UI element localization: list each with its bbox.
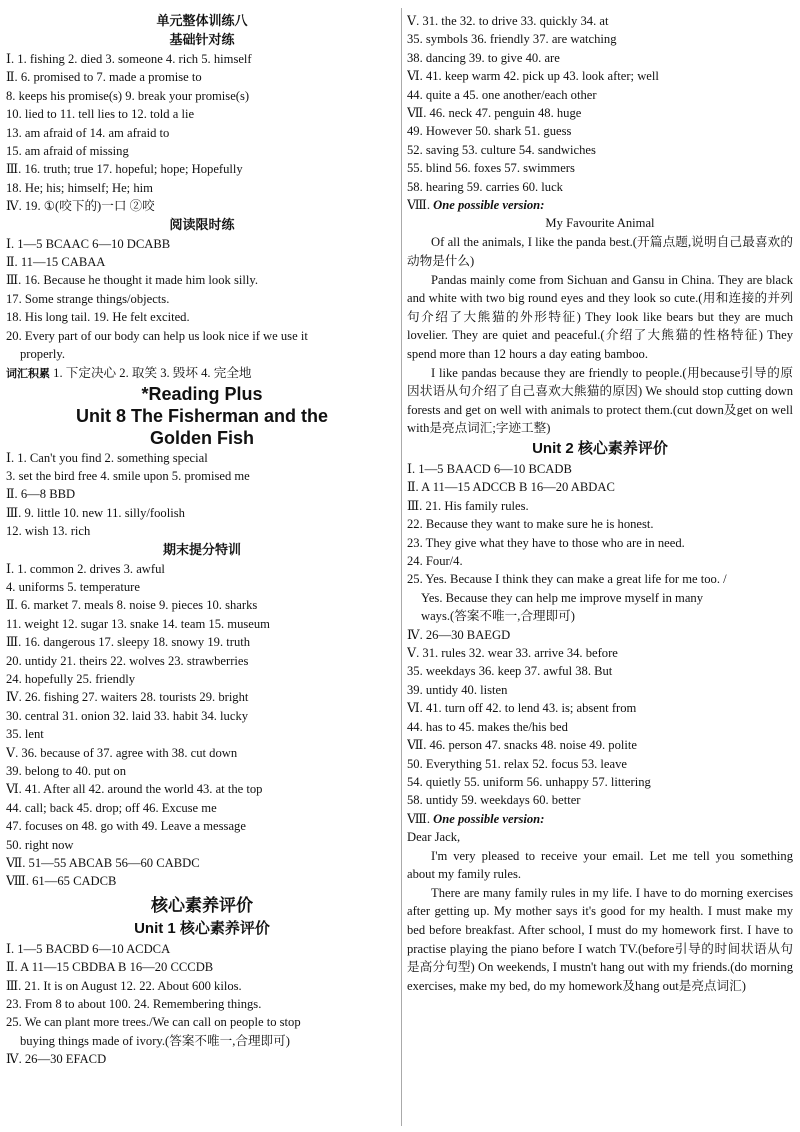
answer-line: 23. From 8 to about 100. 24. Remembering things. bbox=[6, 997, 262, 1012]
final-training-answers bbox=[6, 560, 398, 891]
answer-line: Ⅳ. 19. ①(咬下的)一口 ②咬 bbox=[6, 199, 155, 214]
answer-line: Ⅴ. 31. rules 32. wear 33. arrive 34. before bbox=[407, 646, 618, 661]
answer-line: 38. dancing 39. to give 40. are bbox=[407, 50, 560, 65]
answer-line: 17. Some strange things/objects. bbox=[6, 291, 170, 306]
right-column bbox=[407, 12, 793, 995]
answer-line: 25. We can plant more trees./We can call on people to stop bbox=[6, 1015, 301, 1030]
answer-line: 13. am afraid of 14. am afraid to bbox=[6, 125, 170, 140]
answer-line: Ⅴ. 36. because of 37. agree with 38. cut down bbox=[6, 745, 238, 760]
answer-line: Ⅷ. 61—65 CADCB bbox=[6, 874, 117, 889]
answer-line: properly. bbox=[20, 347, 65, 362]
answer-line: 8. keeps his promise(s) 9. break your promise(s) bbox=[6, 88, 250, 103]
unit1-answers bbox=[6, 940, 398, 1069]
answer-line: Ⅱ. 11—15 CABAA bbox=[6, 255, 106, 270]
answer-line: 35. lent bbox=[6, 727, 44, 742]
answer-line: 24. Four/4. bbox=[407, 554, 463, 569]
vocabulary-tag: 词汇积累 bbox=[6, 366, 50, 380]
unit1-heading: Unit 1 核心素养评价 bbox=[134, 919, 270, 937]
core-literacy-heading: 核心素养评价 bbox=[151, 895, 253, 916]
answer-line: 49. However 50. shark 51. guess bbox=[407, 124, 572, 139]
answer-line: Ⅲ. 21. It is on August 12. 22. About 600 kilos. bbox=[6, 978, 242, 993]
column-divider bbox=[401, 8, 402, 1126]
answer-line: Ⅶ. 51—55 ABCAB 56—60 CABDC bbox=[6, 856, 200, 871]
writing-label bbox=[407, 810, 793, 828]
final-training-heading: 期末提分特训 bbox=[162, 542, 241, 558]
letter-greeting: Dear Jack, bbox=[407, 830, 461, 845]
answer-line: Ⅲ. 16. truth; true 17. hopeful; hope; Hopefully bbox=[6, 162, 243, 177]
answer-line: 22. Because they want to make sure he is honest. bbox=[407, 517, 654, 532]
unit-training-title: 单元整体训练八 bbox=[156, 14, 248, 29]
basic-practice-answers bbox=[6, 50, 398, 216]
answer-line: Ⅱ. A 11—15 ADCCB B 16—20 ABDAC bbox=[407, 480, 615, 495]
answer-line: 23. They give what they have to those who are in need. bbox=[407, 535, 685, 550]
answer-line: 18. He; his; himself; He; him bbox=[6, 180, 153, 195]
vocabulary-text: 1. 下定决心 2. 取笑 3. 毁坏 4. 完全地 bbox=[53, 365, 252, 380]
answer-line: 10. lied to 11. tell lies to 12. told a lie bbox=[6, 107, 195, 122]
answer-line: 18. His long tail. 19. He felt excited. bbox=[6, 310, 190, 325]
answer-line: Ⅰ. 1. common 2. drives 3. awful bbox=[6, 561, 165, 576]
timed-reading-heading: 阅读限时练 bbox=[169, 217, 235, 233]
answer-line: Ⅰ. 1. Can't you find 2. something special bbox=[6, 450, 208, 465]
possible-version-label: One possible version: bbox=[433, 811, 545, 826]
answer-line: 35. weekdays 36. keep 37. awful 38. But bbox=[407, 664, 613, 679]
answer-line: 58. untidy 59. weekdays 60. better bbox=[407, 793, 581, 808]
answer-line: 20. Every part of our body can help us look nice if we use it bbox=[6, 328, 308, 343]
answer-line: Ⅲ. 16. Because he thought it made him look silly. bbox=[6, 273, 258, 288]
answer-line: Ⅲ. 16. dangerous 17. sleepy 18. snowy 19. truth bbox=[6, 635, 251, 650]
answer-line: 44. has to 45. makes the/his bed bbox=[407, 719, 568, 734]
unit8-heading: Unit 8 The Fisherman and the bbox=[75, 405, 329, 426]
answer-line: 55. blind 56. foxes 57. swimmers bbox=[407, 161, 575, 176]
answer-line: Ⅰ. 1—5 BCAAC 6—10 DCABB bbox=[6, 236, 171, 251]
answer-line: 47. focuses on 48. go with 49. Leave a message bbox=[6, 819, 246, 834]
answer-line: Ⅰ. 1—5 BAACD 6—10 BCADB bbox=[407, 462, 572, 476]
essay-paragraph: I like pandas because they are friendly to people.(用because引导的原因状语从句介绍了自己喜欢大熊猫的原因) We should stop cutting down forests and get on well with animals to protect them.(cut down及get on well with是亮点词汇;字迹工整) bbox=[407, 365, 793, 436]
answer-line: 44. quite a 45. one another/each other bbox=[407, 87, 597, 102]
answer-line: Ⅲ. 9. little 10. new 11. silly/foolish bbox=[6, 505, 185, 520]
unit1-answers-continued bbox=[407, 12, 793, 196]
answer-line: 35. symbols 36. friendly 37. are watching bbox=[407, 32, 617, 47]
answer-line: Ⅰ. 1—5 BACBD 6—10 ACDCA bbox=[6, 941, 171, 956]
writing-label bbox=[407, 196, 793, 214]
answer-line: Ⅳ. 26—30 EFACD bbox=[6, 1052, 107, 1067]
answer-line: 54. quietly 55. uniform 56. unhappy 57. littering bbox=[407, 774, 651, 789]
answer-line: Ⅱ. 6. market 7. meals 8. noise 9. pieces 10. sharks bbox=[6, 598, 258, 613]
timed-reading-answers bbox=[6, 235, 398, 364]
answer-line: Ⅰ. 1. fishing 2. died 3. someone 4. rich 5. himself bbox=[6, 52, 252, 66]
answer-line: ways.(答案不唯一,合理即可) bbox=[421, 609, 575, 624]
answer-line: Ⅶ. 46. neck 47. penguin 48. huge bbox=[407, 106, 582, 121]
answer-line: Ⅱ. A 11—15 CBDBA B 16—20 CCCDB bbox=[6, 960, 214, 975]
section-numeral: Ⅷ. bbox=[407, 198, 434, 213]
essay-title: My Favourite Animal bbox=[545, 216, 655, 231]
answer-line: Ⅶ. 46. person 47. snacks 48. noise 49. polite bbox=[407, 738, 637, 753]
reading-plus-heading: *Reading Plus bbox=[141, 383, 263, 404]
answer-line: 24. hopefully 25. friendly bbox=[6, 671, 136, 686]
answer-line: 39. belong to 40. put on bbox=[6, 764, 126, 778]
unit8-heading-continued: Golden Fish bbox=[149, 427, 254, 448]
answer-line: 30. central 31. onion 32. laid 33. habit 34. lucky bbox=[6, 708, 249, 723]
answer-line: Ⅴ. 31. the 32. to drive 33. quickly 34. at bbox=[407, 14, 609, 28]
section-numeral: Ⅷ. bbox=[407, 811, 434, 826]
answer-line: 11. weight 12. sugar 13. snake 14. team 15. museum bbox=[6, 616, 270, 631]
essay-paragraph: Of all the animals, I like the panda best.(开篇点题,说明自己最喜欢的动物是什么) bbox=[407, 235, 793, 269]
answer-line: buying things made of ivory.(答案不唯一,合理即可) bbox=[20, 1033, 290, 1048]
left-column bbox=[6, 12, 398, 1069]
answer-line: 3. set the bird free 4. smile upon 5. promised me bbox=[6, 468, 250, 483]
answer-line: Yes. Because they can help me improve myself in many bbox=[421, 590, 704, 605]
essay-paragraph: Pandas mainly come from Sichuan and Gansu in China. They are black and white with two big round eyes and they look so cute.(用和连接的并列句介绍了大熊猫的外形特征) They look like bears but they are much lovelier. They are quiet and peaceful.(介绍了大熊猫的性格特征) They spend more than 12 hours a day eating bamboo. bbox=[407, 272, 793, 362]
answer-line: 58. hearing 59. carries 60. luck bbox=[407, 179, 563, 194]
vocabulary-line bbox=[6, 364, 398, 383]
answer-line: Ⅱ. 6. promised to 7. made a promise to bbox=[6, 70, 202, 85]
possible-version-label: One possible version: bbox=[433, 198, 545, 213]
answer-line: 44. call; back 45. drop; off 46. Excuse me bbox=[6, 800, 217, 815]
answer-line: 25. Yes. Because I think they can make a great life for me too. / bbox=[407, 572, 727, 587]
answer-line: 12. wish 13. rich bbox=[6, 524, 91, 539]
answer-line: 52. saving 53. culture 54. sandwiches bbox=[407, 142, 596, 157]
answer-line: 50. Everything 51. relax 52. focus 53. leave bbox=[407, 756, 627, 771]
answer-line: 15. am afraid of missing bbox=[6, 144, 129, 159]
answer-line: 50. right now bbox=[6, 837, 74, 852]
answer-line: Ⅵ. 41. keep warm 42. pick up 43. look after; well bbox=[407, 69, 659, 84]
answer-line: 20. untidy 21. theirs 22. wolves 23. strawberries bbox=[6, 653, 249, 668]
answer-line: Ⅵ. 41. After all 42. around the world 43. at the top bbox=[6, 782, 263, 797]
answer-line: Ⅲ. 21. His family rules. bbox=[407, 498, 529, 513]
letter-paragraph: There are many family rules in my life. I have to do morning exercises after getting up. My mother says it's good for my health. I must make my bed before breakfast. After school, I must do my homework first. I have to practise playing the piano before I watch TV.(before引导的时间状语从句是高分句型) On weekends, I mustn't hang out with my friends.(do morning exercises, make my bed, do my homework及hang out是亮点词汇) bbox=[407, 885, 793, 993]
answer-line: Ⅳ. 26. fishing 27. waiters 28. tourists 29. bright bbox=[6, 690, 249, 705]
unit8-answers bbox=[6, 449, 398, 541]
unit2-answers bbox=[407, 460, 793, 810]
answer-line: Ⅵ. 41. turn off 42. to lend 43. is; absent from bbox=[407, 701, 637, 716]
unit2-heading: Unit 2 核心素养评价 bbox=[532, 440, 668, 457]
answer-line: Ⅳ. 26—30 BAEGD bbox=[407, 627, 511, 642]
answer-line: 4. uniforms 5. temperature bbox=[6, 579, 140, 594]
answer-line: Ⅱ. 6—8 BBD bbox=[6, 487, 76, 502]
letter-paragraph: I'm very pleased to receive your email. Let me tell you something about my family rules. bbox=[407, 848, 793, 882]
basic-practice-heading: 基础针对练 bbox=[169, 33, 235, 48]
answer-line: 39. untidy 40. listen bbox=[407, 682, 508, 697]
